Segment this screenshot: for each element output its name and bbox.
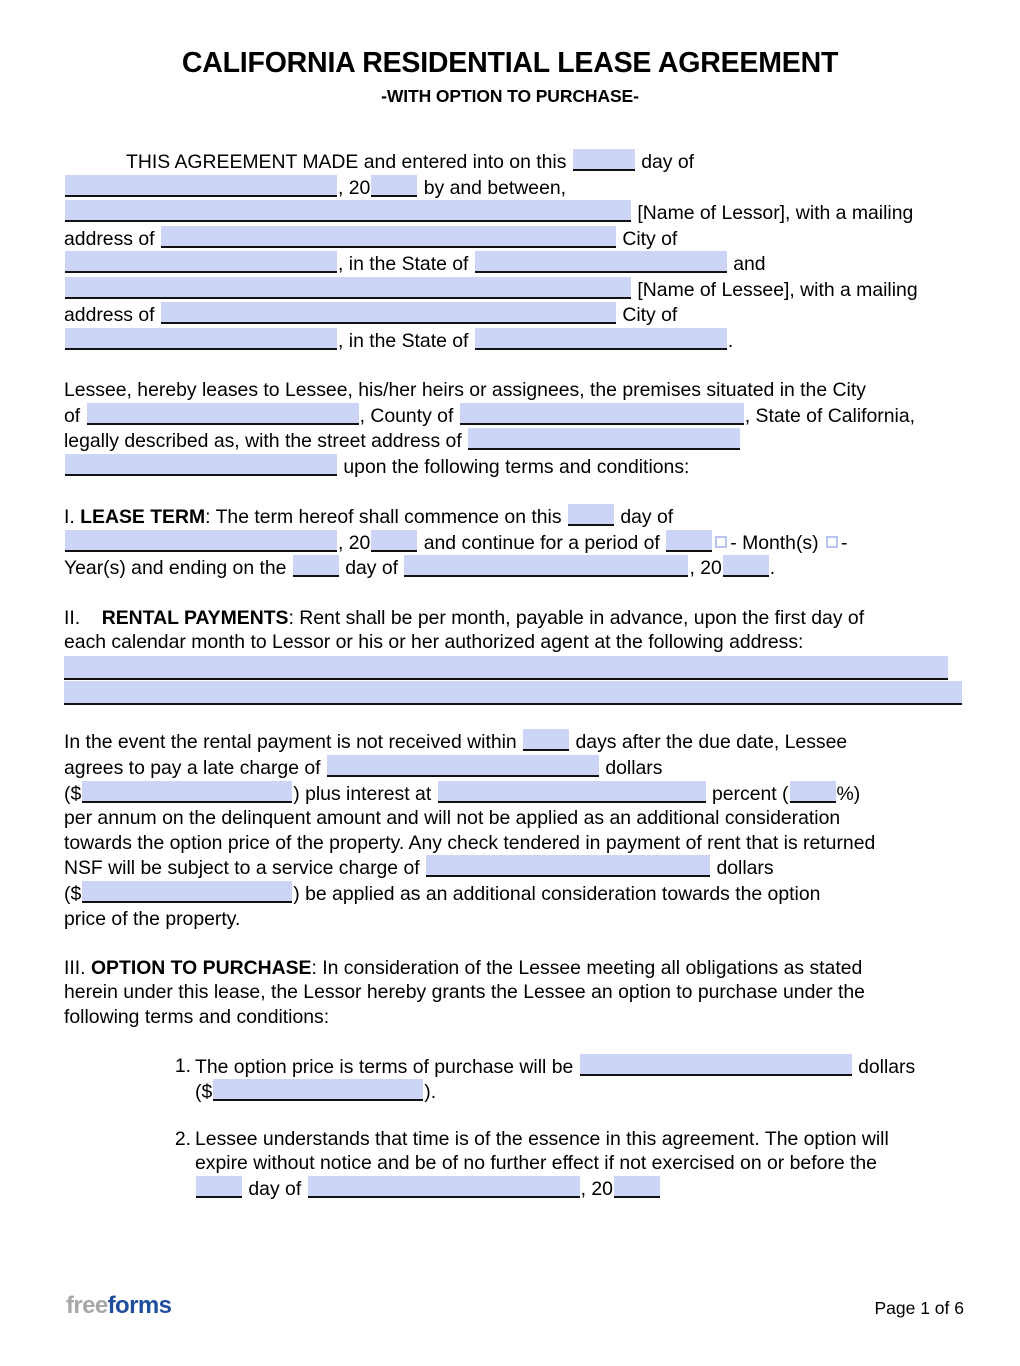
lease-term-text-4: and continue for a period of (423, 531, 660, 554)
option-price-text-4: ). (424, 1081, 437, 1104)
premises-city-field[interactable] (87, 403, 359, 425)
lessor-state-field[interactable] (475, 251, 727, 273)
late-charge-text-7: percent ( (711, 782, 789, 805)
premises-paragraph (64, 378, 968, 479)
premises-of: of (64, 404, 81, 427)
months-checkbox[interactable] (715, 536, 727, 548)
page-title: CALIFORNIA RESIDENTIAL LEASE AGREEMENT (181, 47, 839, 79)
rental-payments-text-2: each calendar month to Lessor or his or her authorized agent at the following address: (64, 631, 804, 654)
rent-address-line-2-field[interactable] (64, 681, 962, 705)
late-charge-text-9: per annum on the delinquent amount and will not be applied as an additional consideration (64, 807, 841, 830)
late-charge-text-15: price of the property. (64, 907, 241, 930)
lease-term-text-8: day of (345, 557, 399, 580)
lease-term-text-2: day of (620, 506, 674, 529)
intro-text-2: day of (641, 150, 695, 173)
brand-forms-text: forms (107, 1292, 172, 1319)
option-text-2: herein under this lease, the Lessor hereby grants the Lessee an option to purchase under the (64, 981, 865, 1004)
agreement-month-field[interactable] (65, 175, 337, 197)
late-charge-amount-numeric-field[interactable] (82, 781, 292, 803)
lessor-mailing-address-field[interactable] (161, 226, 616, 248)
agreement-year-field[interactable] (371, 175, 417, 197)
late-charge-text-12: dollars (716, 857, 774, 880)
option-text-1: : In consideration of the Lessee meeting all obligations as stated (311, 956, 863, 979)
rent-address-line-1-field[interactable] (64, 656, 948, 680)
section-lease-term (64, 504, 968, 581)
interest-percent-numeric-field[interactable] (790, 781, 836, 803)
lease-commence-month-field[interactable] (65, 530, 337, 552)
option-price-words-field[interactable] (580, 1054, 852, 1076)
agreement-day-field[interactable] (573, 149, 635, 171)
document-body (64, 149, 968, 1202)
lessee-city-field[interactable] (65, 328, 337, 350)
lease-commence-year-field[interactable] (371, 530, 417, 552)
page-number: Page 1 of 6 (874, 1298, 964, 1318)
page-footer (0, 1292, 1020, 1328)
lessee-name-field[interactable] (65, 277, 631, 299)
lease-end-year-field[interactable] (723, 555, 769, 577)
nsf-charge-words-field[interactable] (426, 855, 710, 877)
lease-term-text-6: - (840, 531, 848, 554)
late-charge-text-14: ) be applied as an additional consideration towards the option (293, 882, 821, 905)
page-subtitle: -WITH OPTION TO PURCHASE- (381, 85, 639, 106)
lease-end-month-field[interactable] (404, 555, 688, 577)
option-heading: OPTION TO PURCHASE (90, 956, 312, 979)
list-item-number: 1. (174, 1054, 191, 1077)
lease-term-text-5: - Month(s) (730, 531, 819, 554)
rental-payments-numeral: II. (64, 606, 81, 629)
late-charge-text-5: ($ (64, 782, 82, 805)
late-charge-paragraph (64, 729, 968, 931)
premises-county-field[interactable] (460, 403, 744, 425)
lessee-state-label: , in the State of (338, 330, 469, 353)
lessor-label: [Name of Lessor], with a mailing (637, 202, 914, 225)
intro-period: . (727, 330, 734, 353)
premises-text-1: Lessee, hereby leases to Lessee, his/her heirs or assignees, the premises situated in the City (64, 379, 866, 402)
intro-text-4: by and between, (423, 176, 567, 199)
section-rental-payments (64, 606, 968, 655)
intro-paragraph (64, 149, 968, 354)
list-item (64, 1054, 968, 1105)
intro-text-1: THIS AGREEMENT MADE and entered into on this (126, 150, 567, 173)
intro-text-3: , 20 (338, 176, 371, 199)
brand-free-text: free (66, 1292, 108, 1319)
nsf-charge-numeric-field[interactable] (82, 881, 292, 903)
lease-term-text-3: , 20 (338, 531, 371, 554)
option-expiry-text-4: , 20 (580, 1177, 613, 1200)
premises-county-label: , County of (359, 404, 454, 427)
late-charge-text-2: days after the due date, Lessee (575, 731, 848, 754)
option-expiry-text-3: day of (248, 1177, 302, 1200)
lease-commence-day-field[interactable] (568, 504, 614, 526)
lessor-city-field[interactable] (65, 251, 337, 273)
lessee-state-field[interactable] (475, 328, 727, 350)
late-charge-text-13: ($ (64, 882, 82, 905)
option-expiry-text-1: Lessee understands that time is of the essence in this agreement. The option will (195, 1127, 889, 1150)
option-price-text-1: The option price is terms of purchase will be (195, 1055, 574, 1078)
premises-state-text: , State of California, (744, 404, 916, 427)
lessor-state-label: , in the State of (338, 253, 469, 276)
option-price-text-3: ($ (195, 1081, 213, 1104)
option-price-numeric-field[interactable] (213, 1079, 423, 1101)
late-charge-text-3: agrees to pay a late charge of (64, 756, 321, 779)
late-charge-grace-days-field[interactable] (523, 729, 569, 751)
option-numeral: III. (64, 956, 86, 979)
lease-term-text-10: . (769, 557, 776, 580)
lessee-address-label: address of (64, 304, 155, 327)
list-item-number: 2. (174, 1127, 191, 1150)
freeforms-logo[interactable] (66, 1292, 171, 1320)
lessor-address-label: address of (64, 227, 155, 250)
premises-legal-desc-label: legally described as, with the street address of (64, 430, 462, 453)
premises-legal-description-field[interactable] (65, 454, 337, 476)
section-option-to-purchase (64, 956, 968, 1030)
rental-payments-text-1: : Rent shall be per month, payable in advance, upon the first day of (288, 606, 865, 629)
late-charge-amount-words-field[interactable] (327, 755, 599, 777)
lease-period-length-field[interactable] (666, 530, 712, 552)
lease-term-numeral: I. (64, 506, 75, 529)
late-charge-text-4: dollars (605, 756, 663, 779)
late-charge-text-8: %) (836, 782, 861, 805)
lessee-city-label: City of (622, 304, 678, 327)
list-item (64, 1127, 968, 1202)
option-expiry-year-field[interactable] (614, 1176, 660, 1198)
title-block (0, 0, 1020, 107)
lease-term-text-9: , 20 (689, 557, 722, 580)
lease-term-text-1: : The term hereof shall commence on this (205, 506, 562, 529)
premises-street-address-field[interactable] (468, 428, 740, 450)
late-charge-text-10: towards the option price of the property. Any check tendered in payment of rent that is returned (64, 831, 876, 854)
rental-payments-heading: RENTAL PAYMENTS (101, 606, 289, 629)
lessee-mailing-address-field[interactable] (161, 302, 616, 324)
option-text-3: following terms and conditions: (64, 1005, 330, 1028)
lease-term-text-7: Year(s) and ending on the (64, 557, 287, 580)
premises-terms-text: upon the following terms and conditions: (343, 456, 690, 479)
late-charge-text-6: ) plus interest at (293, 782, 432, 805)
option-expiry-text-2: expire without notice and be of no further effect if not exercised on or before the (195, 1152, 877, 1175)
years-checkbox[interactable] (826, 536, 838, 548)
lessor-name-field[interactable] (65, 200, 631, 222)
option-price-text-2: dollars (858, 1055, 916, 1078)
late-charge-text-11: NSF will be subject to a service charge of (64, 857, 420, 880)
lease-term-heading: LEASE TERM (80, 506, 206, 529)
late-charge-text-1: In the event the rental payment is not received within (64, 731, 517, 754)
interest-percent-words-field[interactable] (438, 781, 706, 803)
option-expiry-month-field[interactable] (308, 1176, 580, 1198)
lease-end-day-field[interactable] (293, 555, 339, 577)
lessor-city-label: City of (622, 227, 678, 250)
lessee-label: [Name of Lessee], with a mailing (637, 278, 918, 301)
option-expiry-day-field[interactable] (196, 1176, 242, 1198)
intro-and: and (733, 253, 766, 276)
option-terms-list (64, 1054, 968, 1202)
